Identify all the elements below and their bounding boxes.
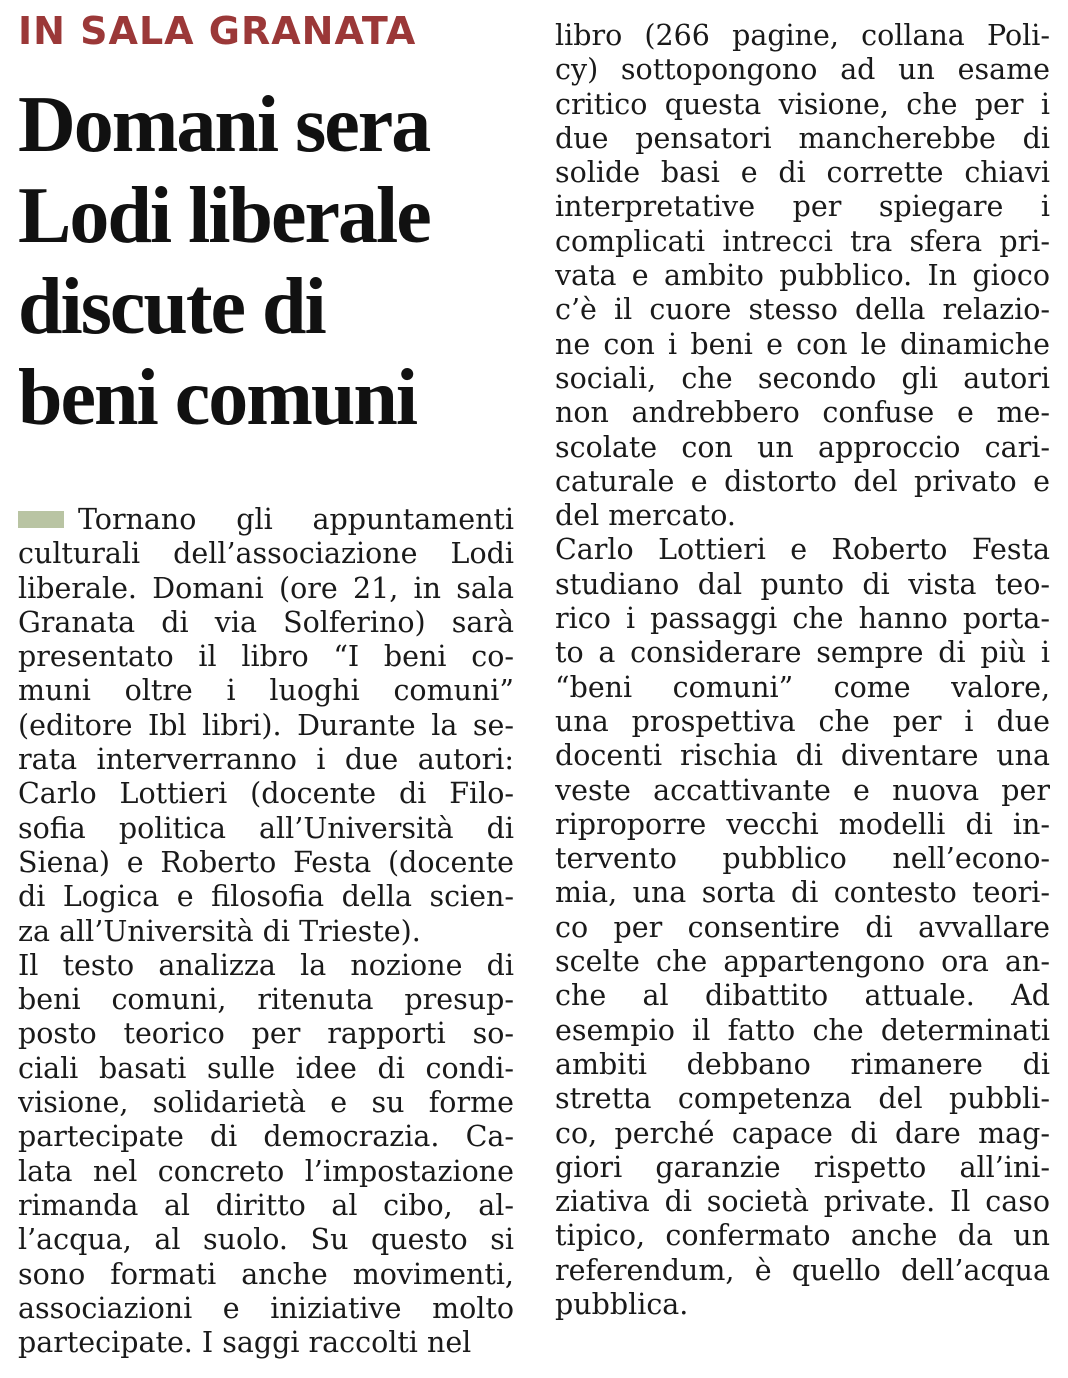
article-text-line: lata nel concreto l’impostazione <box>18 1154 514 1188</box>
article-text-line: scolate con un approccio cari- <box>555 430 1050 464</box>
article-text-line: esempio il fatto che determinati <box>555 1013 1050 1047</box>
article-text-line: rico i passaggi che hanno porta- <box>555 602 1050 636</box>
article-text-line: cy) sottopongono ad un esame <box>555 53 1050 87</box>
article-text-line: sociali, che secondo gli autori <box>555 361 1050 395</box>
article-text-line: libro (266 pagine, collana Poli- <box>555 19 1050 52</box>
article-text-line: vata e ambito pubblico. In gioco <box>555 259 1050 293</box>
article-text-line: caturale e distorto del privato e <box>555 464 1050 498</box>
article-text-line: za all’Università di Trieste). <box>18 914 421 948</box>
article-text-line: tervento pubblico nell’econo- <box>555 842 1050 876</box>
article-text-line: ciali basati sulle idee di condi- <box>18 1051 514 1085</box>
article-text-line: to a considerare sempre di più i <box>555 636 1050 670</box>
article-text-line: stretta competenza del pubbli- <box>555 1082 1050 1116</box>
article-text-line: Carlo Lottieri e Roberto Festa <box>555 533 1050 567</box>
article-text-line: studiano dal punto di vista teo- <box>555 567 1050 601</box>
article-text-line: del mercato. <box>555 499 736 533</box>
article-text-line: complicati intrecci tra sfera pri- <box>555 224 1050 258</box>
body-column-left <box>18 503 514 1360</box>
article-text-line: Carlo Lottieri (docente di Filo- <box>18 777 514 811</box>
article-text-line: scelte che appartengono ora an- <box>555 945 1050 979</box>
article-text-line: c’è il cuore stesso della relazio- <box>555 293 1050 327</box>
article-text-line: (editore Ibl libri). Durante la se- <box>18 708 514 742</box>
article-text-line: visione, solidarietà e su forme <box>18 1086 514 1120</box>
article-text-line: solide basi e di corrette chiavi <box>555 156 1050 190</box>
article-text-line: partecipate. I saggi raccolti nel <box>18 1326 472 1360</box>
article-text-line: due pensatori mancherebbe di <box>555 121 1050 155</box>
section-kicker: IN SALA GRANATA <box>18 9 417 53</box>
article-text-line: l’acqua, al suolo. Su questo si <box>18 1223 514 1257</box>
article-text-line: sofia politica all’Università di <box>18 811 514 845</box>
article-text-line: Granata di via Solferino) sarà <box>18 605 514 639</box>
article-text-line: liberale. Domani (ore 21, in sala <box>18 571 514 605</box>
headline-line: Domani sera <box>18 81 430 169</box>
article-text-line: muni oltre i luoghi comuni” <box>18 674 514 708</box>
article-text-line: culturali dell’associazione Lodi <box>18 537 514 571</box>
article-text-line: ambiti debbano rimanere di <box>555 1047 1050 1081</box>
article-text-line: rimanda al diritto al cibo, al- <box>18 1188 514 1222</box>
article-text-line: co per consentire di avvallare <box>555 910 1050 944</box>
article-text-line: posto teorico per rapporti so- <box>18 1017 514 1051</box>
headline-line: beni comuni <box>18 354 417 442</box>
article-text-line: referendum, è quello dell’acqua <box>555 1253 1050 1287</box>
article-text-line: sono formati anche movimenti, <box>18 1257 514 1291</box>
article-text-line: pubblica. <box>555 1287 689 1321</box>
article-text-line: che al dibattito attuale. Ad <box>555 979 1050 1013</box>
article-text-line: critico questa visione, che per i <box>555 87 1050 121</box>
headline <box>18 80 518 444</box>
article-text-line: partecipate di democrazia. Ca- <box>18 1120 514 1154</box>
article-text: Tornano gli appuntamenti <box>78 503 514 536</box>
article-text-line: Il testo analizza la nozione di <box>18 948 514 982</box>
article-text-line: “beni comuni” come valore, <box>555 670 1050 704</box>
article-text-line: tipico, confermato anche da un <box>555 1219 1050 1253</box>
article-text-line: di Logica e filosofia della scien- <box>18 880 514 914</box>
article-text-line: non andrebbero confuse e me- <box>555 396 1050 430</box>
headline-line: discute di <box>18 263 325 351</box>
article-text-line: rata interverranno i due autori: <box>18 743 514 777</box>
article-text-line: una prospettiva che per i due <box>555 704 1050 738</box>
article-text-line: Siena) e Roberto Festa (docente <box>18 845 514 879</box>
headline-line: Lodi liberale <box>18 172 430 260</box>
article-text-line: co, perché capace di dare mag- <box>555 1116 1050 1150</box>
article-text-line: ziativa di società private. Il caso <box>555 1185 1050 1219</box>
article-text-line: ne con i beni e con le dinamiche <box>555 327 1050 361</box>
paragraph-marker <box>18 511 64 528</box>
article-text-line: associazioni e iniziative molto <box>18 1291 514 1325</box>
article-text-line: mia, una sorta di contesto teori- <box>555 876 1050 910</box>
article-text-line: docenti rischia di diventare una <box>555 739 1050 773</box>
article-text-line: giori garanzie rispetto all’ini- <box>555 1150 1050 1184</box>
article-text-line: beni comuni, ritenuta presup- <box>18 983 514 1017</box>
article-text-line: veste accattivante e nuova per <box>555 773 1050 807</box>
article-text-line: riproporre vecchi modelli di in- <box>555 807 1050 841</box>
article-text-line: presentato il libro “I beni co- <box>18 640 514 674</box>
body-column-right <box>555 19 1050 1322</box>
article-text-line <box>18 503 514 537</box>
article-text-line: interpretative per spiegare i <box>555 190 1050 224</box>
